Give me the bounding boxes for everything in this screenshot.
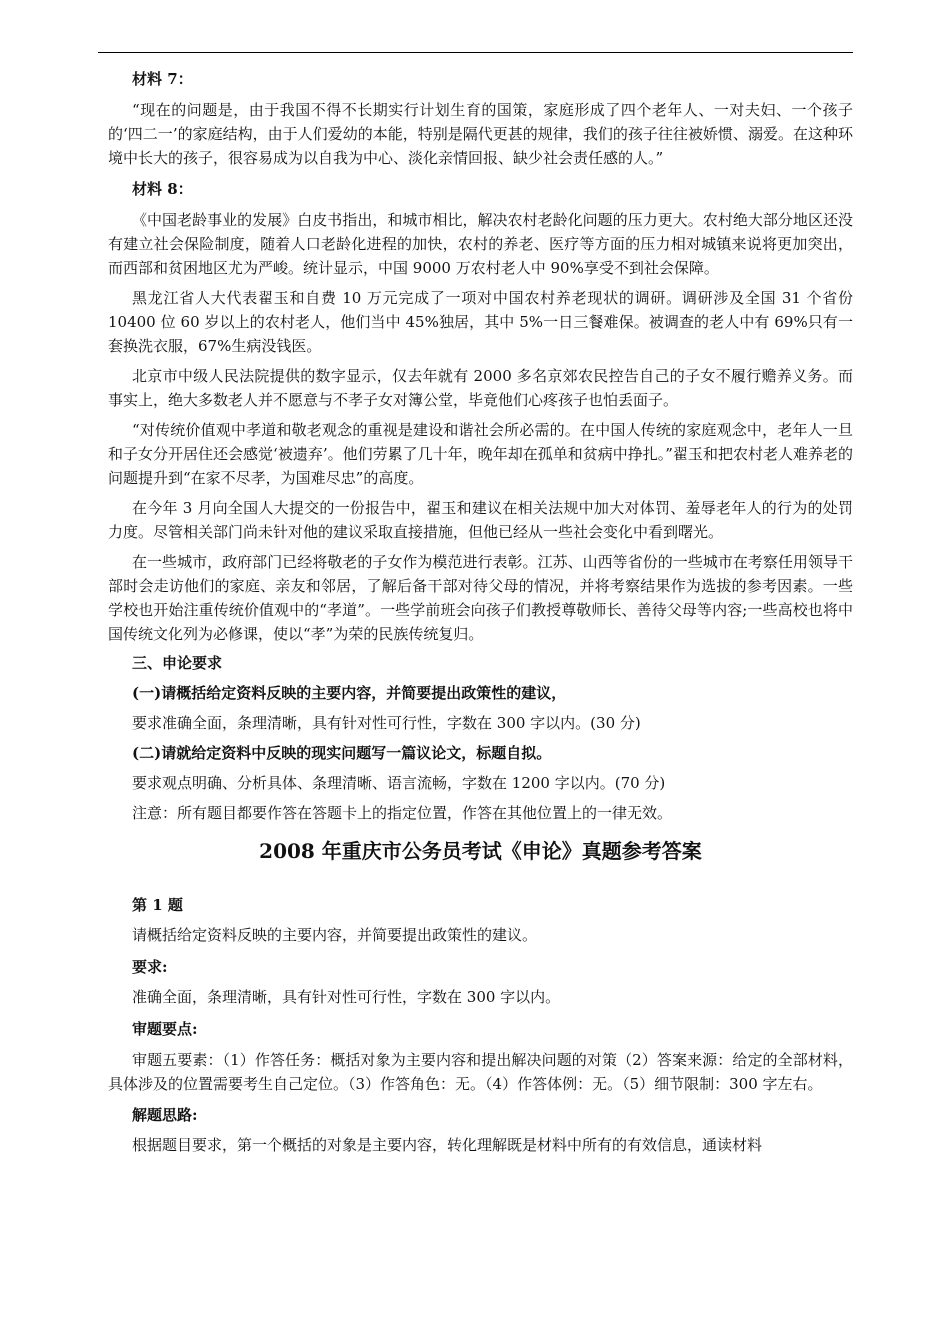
material-8-paragraph: 《中国老龄事业的发展》白皮书指出，和城市相比，解决农村老龄化问题的压力更大。农村绝大部分地区还没有建立社会保险制度，随着人口老龄化进程的加快，农村的养老、医疗等方面的压力相对城镇来说将更加突出，而西部和贫困地区尤为严峻。统计显示，中国 9000 万农村老人中 90%享受不到社会保障。: [108, 211, 853, 277]
question-1: (一)请概括给定资料反映的主要内容，并简要提出政策性的建议，: [132, 684, 567, 702]
answer-title: 2008 年重庆市公务员考试《申论》真题参考答案: [259, 839, 702, 863]
material-7-paragraph: “现在的问题是，由于我国不得不长期实行计划生育的国策，家庭形成了四个老年人、一对夫妇、一个孩子的‘四二一’的家庭结构，由于人们爱幼的本能，特别是隔代更甚的规律，我们的孩子往往被娇惯、溺爱。在这种环境中长大的孩子，很容易成为以自我为中心、淡化亲情回报、缺少社会责任感的人。”: [108, 101, 853, 167]
review-label: 审题要点:: [132, 1020, 198, 1038]
material-8-paragraph: 黑龙江省人大代表翟玉和自费 10 万元完成了一项对中国农村养老现状的调研。调研涉及全国 31 个省份 10400 位 60 岁以上的农村老人，他们当中 45%独居，其中 5%一日三餐难保。被调查的老人中有 69%只有一套换洗衣服，67%生病没钱医。: [108, 289, 853, 355]
material-8-paragraph: 在今年 3 月向全国人大提交的一份报告中，翟玉和建议在相关法规中加大对体罚、羞辱老年人的行为的处罚力度。尽管相关部门尚未针对他的建议采取直接措施，但他已经从一些社会变化中看到曙光。: [108, 499, 853, 541]
material-7-heading: 材料 7：: [132, 70, 193, 88]
question-2: (二)请就给定资料中反映的现实问题写一篇议论文，标题自拟。: [132, 744, 552, 762]
question-text: 请概括给定资料反映的主要内容，并简要提出政策性的建议。: [132, 926, 538, 944]
requirement-label: 要求:: [132, 958, 168, 976]
header-rule: [98, 52, 853, 53]
requirements-heading: 三、申论要求: [132, 654, 223, 672]
requirement-text: 准确全面，条理清晰，具有针对性可行性，字数在 300 字以内。: [132, 988, 561, 1006]
question-2-requirement: 要求观点明确、分析具体、条理清晰、语言流畅，字数在 1200 字以内。(70 分): [132, 774, 666, 792]
question-1-requirement: 要求准确全面，条理清晰，具有针对性可行性，字数在 300 字以内。(30 分): [132, 714, 641, 732]
document-body: [108, 66, 853, 1158]
approach-text: 根据题目要求，第一个概括的对象是主要内容，转化理解既是材料中所有的有效信息，通读材料: [132, 1136, 763, 1154]
question-label: 第 1 题: [132, 896, 183, 914]
material-8-paragraph: “对传统价值观中孝道和敬老观念的重视是建设和谐社会所必需的。在中国人传统的家庭观念中，老年人一旦和子女分开居住还会感觉‘被遗弃’。他们劳累了几十年，晚年却在孤单和贫病中挣扎。”翟玉和把农村老人难养老的问题提升到“在家不尽孝，为国难尽忠”的高度。: [108, 421, 853, 487]
approach-label: 解题思路:: [132, 1106, 198, 1124]
material-8-heading: 材料 8：: [132, 180, 193, 198]
material-8-paragraph: 北京市中级人民法院提供的数字显示，仅去年就有 2000 多名京郊农民控告自己的子女不履行赡养义务。而事实上，绝大多数老人并不愿意与不孝子女对簿公堂，毕竟他们心疼孩子也怕丢面子。: [108, 367, 853, 409]
answer-note: 注意：所有题目都要作答在答题卡上的指定位置，作答在其他位置上的一律无效。: [132, 804, 673, 822]
material-8-paragraph: 在一些城市，政府部门已经将敬老的子女作为模范进行表彰。江苏、山西等省份的一些城市在考察任用领导干部时会走访他们的家庭、亲友和邻居，了解后备干部对待父母的情况，并将考察结果作为选拔的参考因素。一些学校也开始注重传统价值观中的“孝道”。一些学前班会向孩子们教授尊敬师长、善待父母等内容;一些高校也将中国传统文化列为必修课，使以“孝”为荣的民族传统复归。: [108, 553, 853, 643]
review-text: 审题五要素：（1）作答任务：概括对象为主要内容和提出解决问题的对策（2）答案来源：给定的全部材料，具体涉及的位置需要考生自己定位。（3）作答角色：无。（4）作答体例：无。（5）细节限制：300 字左右。: [108, 1051, 853, 1093]
